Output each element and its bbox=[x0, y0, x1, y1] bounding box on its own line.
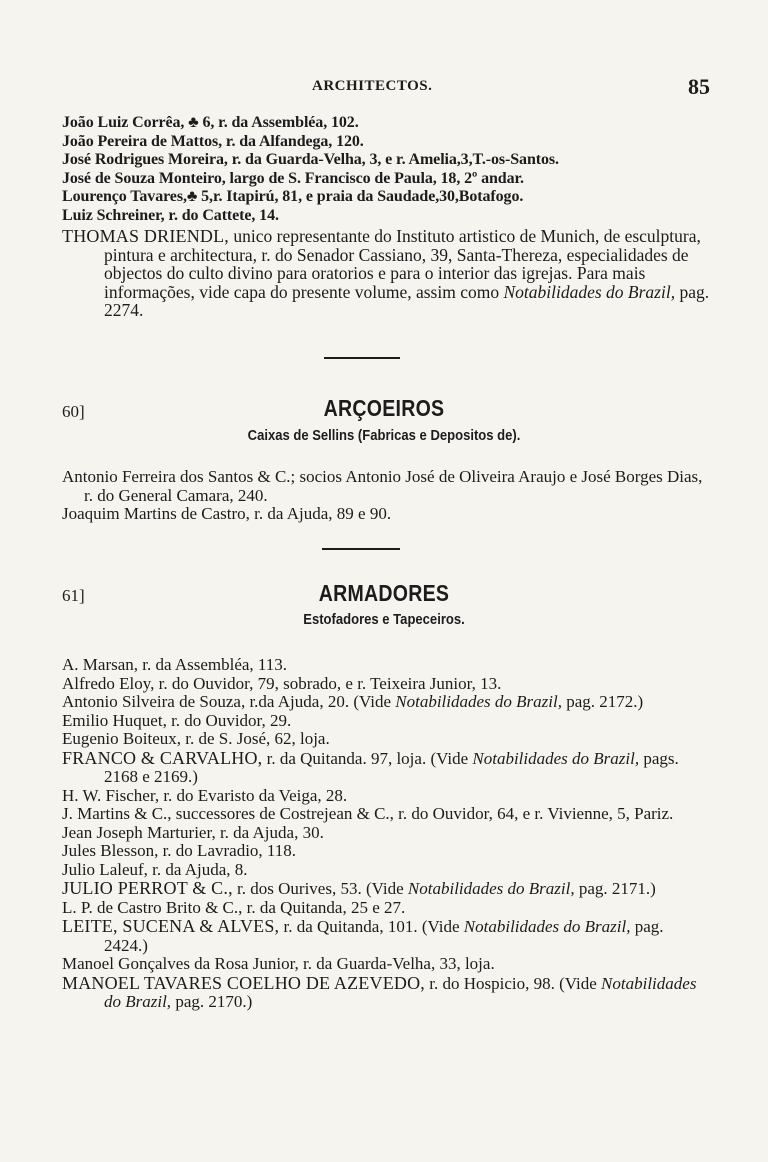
list-item bbox=[62, 917, 710, 955]
running-title: ARCHITECTOS. bbox=[312, 78, 433, 94]
entry-page: pag. 2170.) bbox=[171, 992, 253, 1011]
entry-name: FRANCO & CARVALHO, bbox=[62, 747, 263, 768]
entry-name: LEITE, SUCENA & ALVES, bbox=[62, 916, 280, 936]
entry-reference: Notabilidades do Brazil, bbox=[472, 748, 640, 768]
architects-list bbox=[62, 114, 710, 320]
entry-text: r. da Quitanda, 101. (Vide bbox=[279, 917, 464, 936]
entry-reference: Notabilidades do Brazil, bbox=[463, 917, 631, 936]
entry-reference: Notabilidades do Brazil, bbox=[503, 281, 676, 302]
list-item: Alfredo Eloy, r. do Ouvidor, 79, sobrado, e r. Teixeira Junior, 13. bbox=[62, 673, 502, 693]
page-number: 85 bbox=[688, 74, 710, 99]
list-item: Lourenço Tavares,♣ 5,r. Itapirú, 81, e praia da Saudade,30,Botafogo. bbox=[62, 188, 524, 205]
entry-text: r. do Hospicio, 98. (Vide bbox=[425, 973, 602, 993]
list-item: José de Souza Monteiro, largo de S. Francisco de Paula, 18, 2º andar. bbox=[62, 169, 524, 187]
list-item bbox=[62, 974, 710, 1012]
entry-name: JULIO PERROT & C., bbox=[62, 878, 233, 898]
list-item bbox=[62, 693, 710, 712]
list-item: Jean Joseph Marturier, r. da Ajuda, 30. bbox=[62, 822, 324, 842]
entry-page: pag. 2424.) bbox=[104, 917, 664, 955]
armadores-list bbox=[62, 656, 710, 1012]
list-item: Jules Blesson, r. do Lavradio, 118. bbox=[62, 841, 297, 860]
list-item: Joaquim Martins de Castro, r. da Ajuda, 89 e 90. bbox=[62, 504, 392, 523]
list-item: Manoel Gonçalves da Rosa Junior, r. da Guarda-Velha, 33, loja. bbox=[62, 954, 495, 973]
section-title: ARMADORES bbox=[318, 580, 450, 606]
entry-reference: Notabilidades do Brazil, bbox=[407, 879, 575, 898]
section-title: ARÇOEIROS bbox=[323, 395, 445, 421]
entry-text: unico representante do Instituto artistico de Munich, de esculptura, pintura e architectura, r. do Senador Cassiano, 39, Santa-Thereza, especialidades de objectos do culto divino para oratorios e para o interior das igrejas. Para mais informações, vide capa do presente volume, assim como bbox=[104, 226, 701, 302]
list-item bbox=[62, 749, 710, 787]
entry-text: Antonio Silveira de Souza, r.da Ajuda, 20. (Vide bbox=[62, 692, 396, 711]
section-number: 60] bbox=[62, 402, 85, 421]
list-item: Eugenio Boiteux, r. de S. José, 62, loja. bbox=[62, 729, 330, 748]
list-item: Antonio Ferreira dos Santos & C.; socios Antonio José de Oliveira Araujo e José Borges Dias, r. do General Camara, 240. bbox=[62, 467, 703, 505]
list-item: H. W. Fischer, r. do Evaristo da Veiga, 28. bbox=[62, 785, 348, 805]
entry-reference: Notabilidades do Brazil, bbox=[395, 692, 562, 711]
entry-text: r. dos Ourives, 53. (Vide bbox=[232, 879, 408, 898]
list-item: Emilio Huquet, r. do Ouvidor, 29. bbox=[62, 710, 292, 730]
section-divider bbox=[322, 548, 400, 550]
entry-reference: Notabilidades do Brazil, bbox=[104, 973, 697, 1011]
entry-page: pag. 2172.) bbox=[561, 692, 644, 711]
arcoeiros-list bbox=[62, 468, 710, 524]
page-header bbox=[62, 74, 710, 100]
section-number: 61] bbox=[62, 586, 85, 605]
section-subtitle: Estofadores e Tapeceiros. bbox=[303, 612, 465, 628]
entry-page: pag. 2274. bbox=[104, 281, 710, 321]
list-item: A. Marsan, r. da Assembléa, 113. bbox=[62, 655, 288, 674]
entry-page: pags. 2168 e 2169.) bbox=[104, 748, 679, 786]
list-item: J. Martins & C., successores de Costrejean & C., r. do Ouvidor, 64, e r. Vivienne, 5, Pariz. bbox=[62, 804, 674, 823]
list-item bbox=[62, 879, 710, 899]
list-item: José Rodrigues Moreira, r. da Guarda-Velha, 3, e r. Amelia,3,T.-os-Santos. bbox=[62, 151, 559, 168]
entry-name: THOMAS DRIENDL, bbox=[62, 226, 229, 246]
entry-text: r. da Quitanda. 97, loja. (Vide bbox=[262, 748, 473, 768]
list-item: João Luiz Corrêa, ♣ 6, r. da Assembléa, 102. bbox=[62, 114, 359, 131]
entry-name: MANOEL TAVARES COELHO DE AZEVEDO, bbox=[62, 972, 425, 993]
driendl-entry bbox=[62, 227, 710, 320]
list-item: Luiz Schreiner, r. do Cattete, 14. bbox=[62, 206, 279, 224]
entry-page: pag. 2171.) bbox=[574, 879, 656, 898]
list-item: L. P. de Castro Brito & C., r. da Quitanda, 25 e 27. bbox=[62, 897, 406, 917]
list-item: Julio Laleuf, r. da Ajuda, 8. bbox=[62, 859, 248, 879]
section-subtitle: Caixas de Sellins (Fabricas e Depositos de). bbox=[247, 428, 521, 444]
section-divider bbox=[324, 357, 400, 359]
list-item: João Pereira de Mattos, r. da Alfandega, 120. bbox=[62, 132, 364, 150]
